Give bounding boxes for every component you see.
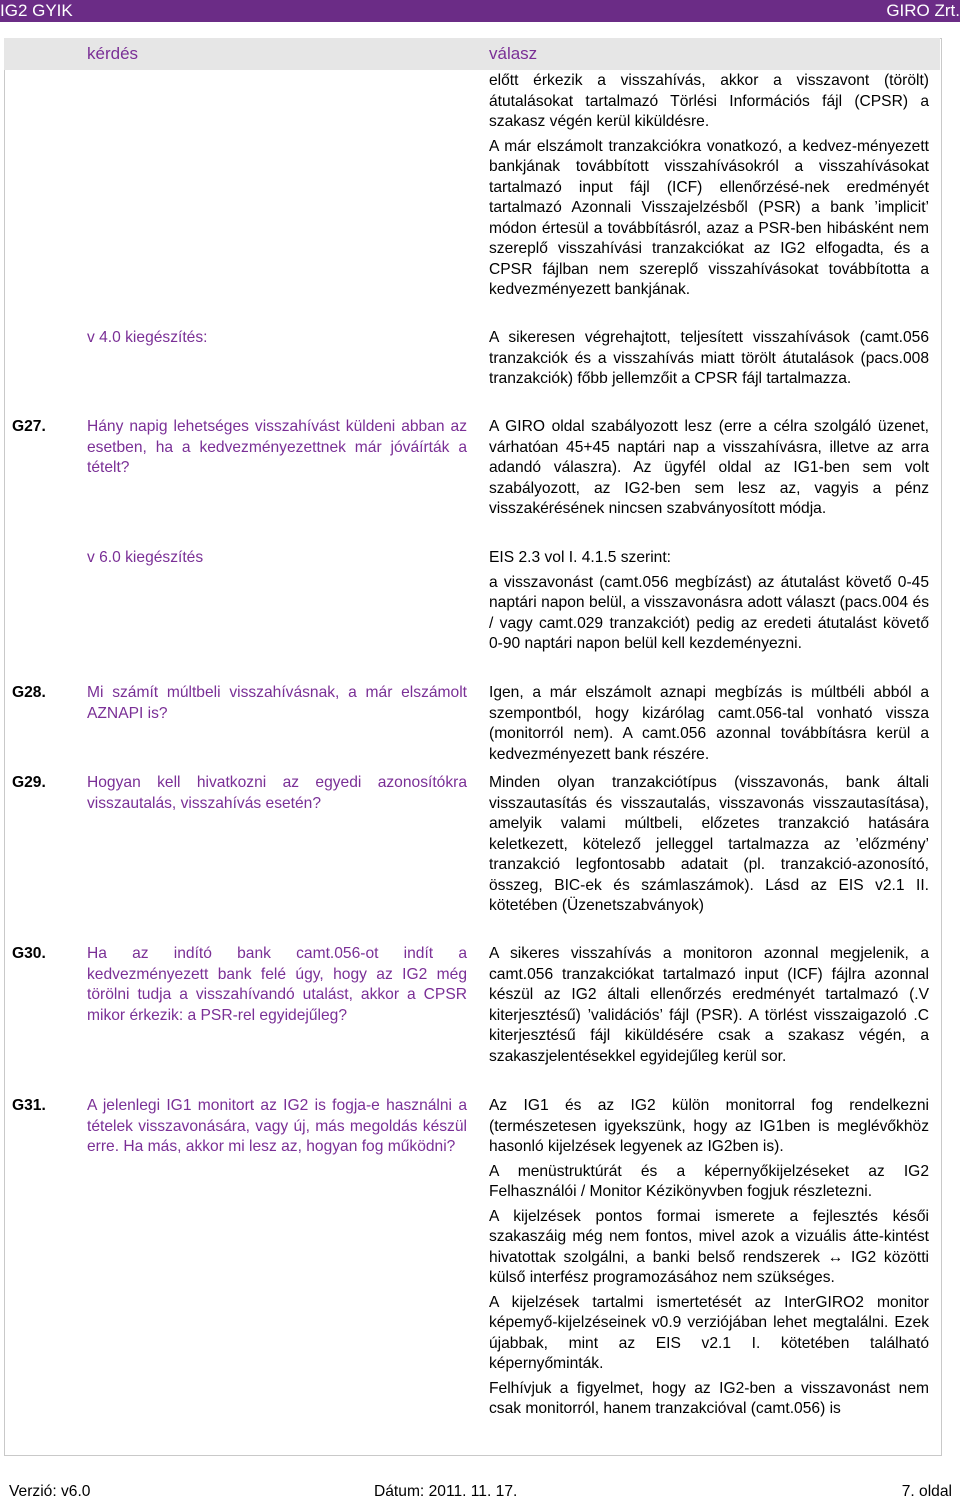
answer-paragraph: A kijelzések pontos formai ismerete a fejlesztés késői szakaszáig még nem fontos, mivel azok a vizuális átte-kintést hivatottak szolgálni, a banki belső rendszerek ↔ IG2 közötti külső interfész programozásához nem szükséges. [489,1207,929,1286]
table-header [4,38,940,70]
header-company: GIRO Zrt. [886,1,960,20]
supplement-answer-v60 [489,548,929,655]
answer-paragraph: A már elszámolt tranzakciókra vonatkozó, a kedvez-ményezett bankjának továbbított visszahívásokról a visszahívásokat tartalmazó input fájl (ICF) ellenőrzésé-nek eredményét tartalmazó Azonnali Visszajelzésből (PSR) a bank ’implicit’ módon értesül a továbbításról, azaz a PSR-ben hibásként nem szereplő visszahívási tranzakciókat az IG2 elfogadta, és a CPSR fájlban nem szereplő visszahívásokat továbbította a kedvezményezett bankjának. [489,137,929,298]
question-number: G29. [12,774,46,791]
answer-paragraph: Felhívjuk a figyelmet, hogy az IG2-ben a visszavonást nem csak monitorról, hanem tranzakcióval (camt.056) is [489,1379,929,1417]
question-text: Mi számít múltbeli visszahívásnak, a már elszámolt AZNAPI is? [87,684,467,722]
question-text: Hogyan kell hivatkozni az egyedi azonosítókra visszautalás, visszahívás esetén? [87,774,467,812]
answer-text [489,773,929,917]
question-number: G27. [12,418,46,435]
answer-text [489,944,929,1067]
answer-paragraph: A kijelzések tartalmi ismertetését az InterGIRO2 monitor képemyő-kijelzéseinek v0.9 verziójában lehet megtalálni. Ezek újabbak, mint az EIS v2.1 I. kötetében található képernyőminták. [489,1293,929,1372]
supplement-label-v60: v 6.0 kiegészítés [87,549,204,566]
question-text: Ha az indító bank camt.056-ot indít a kedvezményezett bank felé úgy, hogy az IG2 még törölni tudja a visszahívandó utalást, akkor a CPSR mikor érkezik: a PSR-rel egyidejűleg? [87,945,467,1024]
answer-paragraph: EIS 2.3 vol I. 4.1.5 szerint: [489,549,672,566]
answer-paragraph: Minden olyan tranzakciótípus (visszavonás, bank általi visszautasítás és visszautalás, visszavonás visszautasítása), amelyik valami múltbeli, előzetes tranzakció hatására keletkezett, kötelező jelleggel tartalmazza az ’előzmény’ tranzakció legfontosabb adatait (pl. tranzakció-azonosító, összeg, BIC-ek és számlaszámok). Lásd az EIS v2.1 II. kötetében (Üzenetszabványok) [489,774,929,914]
question-text: Hány napig lehetséges visszahívást küldeni abban az esetben, ha a kedvezményezettnek már jóváírták a tételt? [87,418,467,476]
answer-paragraph: A sikeresen végrehajtott, teljesített visszahívások (camt.056 tranzakciók és a visszahívás miatt törölt átutalások (pacs.008 tranzakciók) főbb jellemzőit a CPSR fájl tartalmazza. [489,329,929,387]
question-number: G28. [12,684,46,701]
question-text: A jelenlegi IG1 monitort az IG2 is fogja-e használni a tételek visszavonására, vagy új, más megoldás készül erre. Ha más, akkor mi lesz az, hogyan fog működni? [87,1097,467,1155]
answer-paragraph: A sikeres visszahívás a monitoron azonnal megjelenik, a camt.056 tranzakciókat tartalmazó input (ICF) fájlra azonnal készül az IG2 általi ellenőrzés eredményét tartalmazó (.V kiterjesztésű) ’validációs’ fájl (PSR). A törlést visszaigazoló .C kiterjesztésű fájl kiküldésére csak a szakasz végén, a szakaszjelentésekkel egyidejűleg kerül sor. [489,945,929,1065]
page-header [0,0,960,22]
supplement-label-v40: v 4.0 kiegészítés: [87,329,208,346]
answer-text [489,1096,929,1420]
supplement-answer-v40 [489,328,929,390]
header-doc-title: IG2 GYIK [0,1,73,20]
footer-date: Dátum: 2011. 11. 17. [374,1483,518,1500]
answer-paragraph: A menüstruktúrát és a képernyőkijelzéseket az IG2 Felhasználói / Monitor Kézikönyvben fogjuk részletezni. [489,1162,929,1200]
column-header-question: kérdés [87,44,139,63]
question-number: G30. [12,945,46,962]
answer-continuation [489,71,929,301]
footer-page-number: 7. oldal [901,1483,952,1500]
answer-paragraph: A GIRO oldal szabályozott lesz (erre a célra szolgáló üzenet, várhatóan 45+45 naptári nap a visszahívásra, illetve az arra adandó válaszra). Az ügyfél oldal az IG1-ben sem volt szabályozott, az IG2-ben sem lesz az, vagyis a pénz visszakérésének nincsen szabványosított módja. [489,418,929,517]
answer-paragraph: Igen, a már elszámolt aznapi megbízás is múltbéli abból a szempontból, hogy kizárólag camt.056-tal vonható vissza (monitorról nem). A camt.056 azonnal továbbításra kerül a kedvezményezett bank részére. [489,684,929,763]
answer-paragraph: a visszavonást (camt.056 megbízást) az átutalást követő 0-45 naptári napon belül, a visszavonásra adott választ (pacs.004 és / vagy camt.029 tranzakciót) pedig az eredeti átutalást követő 0-90 naptári napon belül kell kezdeményezni. [489,573,929,652]
answer-paragraph: előtt érkezik a visszahívás, akkor a visszavont (törölt) átutalásokat tartalmazó Törlési Információs fájl (CPSR) a szakasz végén kerül kiküldésre. [489,72,929,130]
footer-version: Verzió: v6.0 [9,1483,91,1500]
answer-text [489,417,929,520]
column-header-answer: válasz [489,44,538,63]
answer-paragraph: Az IG1 és az IG2 külön monitorral fog rendelkezni (természetesen igyekszünk, hogy az IG1ben is meglévőkhöz hasonló kijelzések legyenek az IG2ben is). [489,1097,929,1155]
answer-text [489,683,929,765]
question-number: G31. [12,1097,46,1114]
